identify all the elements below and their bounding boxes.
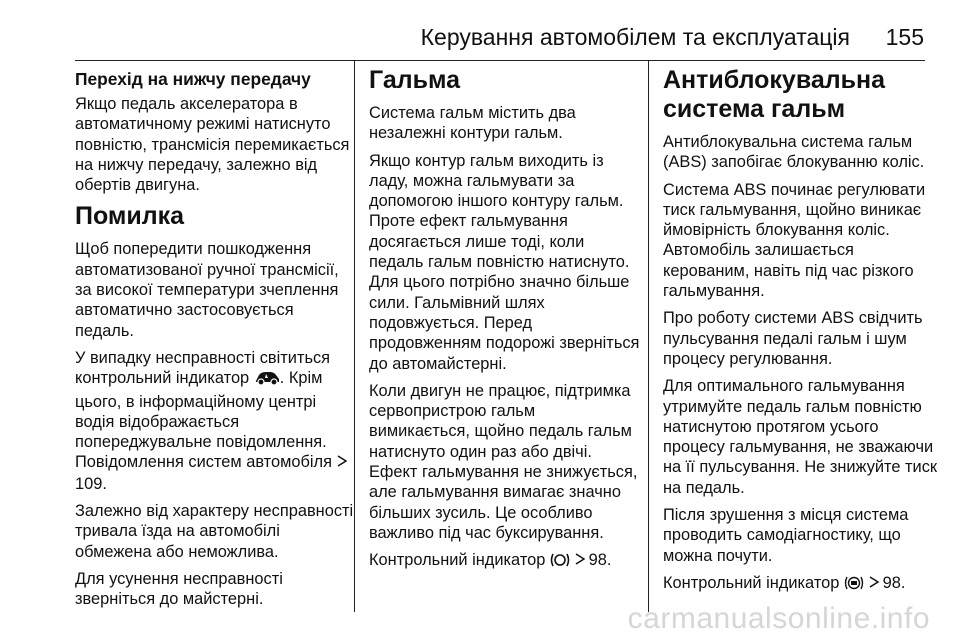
page-ref-arrow-icon: [575, 552, 589, 569]
paragraph: Система гальм містить два незалежні контури гальм.: [369, 104, 576, 143]
paragraph-abs-indicator: [663, 573, 938, 596]
brake-warning-icon: [550, 552, 570, 573]
paragraph: Для оптимального гальмування утримуйте педаль гальм повністю натиснутою протягом усього процесу гальмування, не зважаючи на її пульсування. Не знижуйте тиск на педаль.: [663, 377, 938, 497]
paragraph: Коли двигун не працює, підтримка сервопристрою гальм вимикається, щойно педаль гальм натиснуто один раз або двічі. Ефект гальмування не знижується, але гальмування вимагає значно більших зусиль. Це особливо важливо під час буксирування.: [369, 381, 638, 542]
page-reference[interactable]: 109.: [75, 474, 107, 493]
text: У випадку несправності світиться контрольний індикатор: [75, 348, 331, 388]
heading-brakes: Гальма: [369, 66, 461, 94]
paragraph: Залежно від характеру несправності тривала їзда на автомобілі обмежена або неможлива.: [75, 502, 354, 561]
chapter-title: Керування автомобілем та експлуатація: [420, 24, 850, 50]
page-ref-arrow-icon: [337, 454, 347, 471]
paragraph: Для усунення несправності зверніться до майстерні.: [75, 569, 283, 609]
paragraph: Про роботу системи ABS свідчить пульсування педалі гальм і шум процесу регулювання.: [663, 309, 923, 368]
column-left: [75, 60, 355, 617]
paragraph: Після зрушення з місця система проводить самодіагностику, що можна почути.: [663, 506, 909, 565]
paragraph-fault-indicator: [75, 348, 355, 494]
paragraph: Система ABS починає регулювати тиск гальмування, щойно виникає ймовірність блокування коліс. Автомобіль залишається керованим, навіть під час різкого гальмування.: [663, 180, 926, 301]
heading-fault: Помилка: [75, 202, 185, 231]
column-divider: [648, 60, 649, 612]
page-number: 155: [885, 24, 924, 50]
heading-abs: Антиблокувальна система гальм: [663, 66, 886, 123]
paragraph: Якщо контур гальм виходить із ладу, можна гальмувати за допомогою іншого контуру гальм. Проте ефект гальмування досягається лише тоді, коли педаль гальм повністю натиснуто. Для цього потрібно значно більше сили. Гальмівний шлях подовжується. Перед продовженням подорожі зверніться до автомайстерні.: [369, 151, 640, 373]
paragraph: Щоб попередити пошкодження автоматизованої ручної трансмісії, за високої температури зчеплення автоматично застосовується педаль.: [75, 240, 339, 340]
paragraph: Якщо педаль акселератора в автоматичному режимі натиснуто повністю, трансмісія перемикається на нижчу передачу, залежно від обертів двигуна.: [75, 95, 350, 195]
text: . Крім цього, в інформаційному центрі водія відображається попереджувальне повідомлення. Повідомлення систем автомобіля: [75, 369, 332, 472]
page-reference[interactable]: 98.: [588, 551, 612, 570]
watermark: carmanualsonline.info: [627, 602, 930, 635]
abs-warning-icon: [844, 575, 864, 596]
page-header: [0, 0, 960, 62]
text: Контрольний індикатор: [663, 573, 840, 592]
heading-downshift: Перехід на нижчу передачу: [75, 69, 311, 89]
page-reference[interactable]: 98.: [882, 573, 906, 592]
page-ref-arrow-icon: [869, 575, 883, 592]
car-fault-icon: [254, 370, 280, 391]
column-right: [663, 60, 938, 603]
column-middle: [369, 60, 640, 581]
paragraph-brake-indicator: [369, 550, 640, 573]
text: Контрольний індикатор: [369, 551, 546, 570]
paragraph: Антиблокувальна система гальм (ABS) запобігає блокуванню коліс.: [663, 133, 925, 172]
